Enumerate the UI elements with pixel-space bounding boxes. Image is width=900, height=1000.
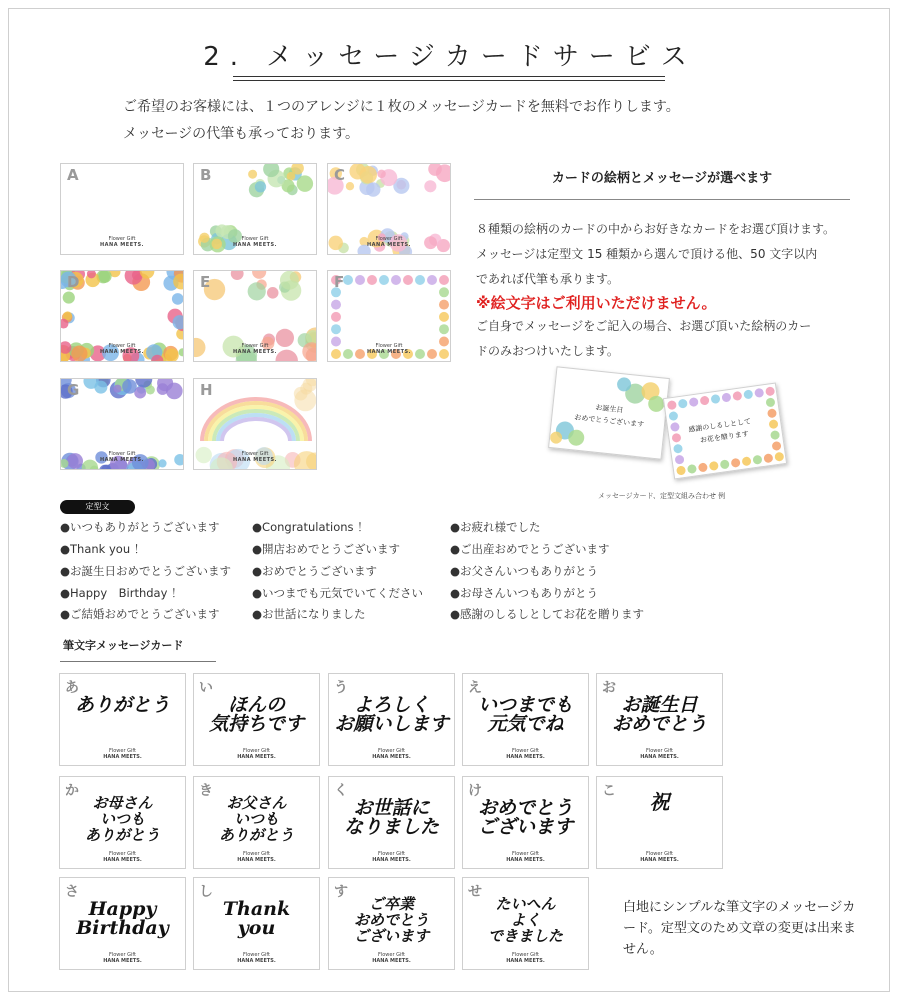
design-card-a[interactable] [60, 163, 184, 255]
brush-section-rule [60, 661, 216, 662]
brush-brand-name: HANA MEETS. [506, 958, 545, 964]
card-brand-small: Flower Gift [241, 343, 269, 349]
intro-line-1: ご希望のお客様には、１つのアレンジに１枚のメッセージカードを無料でお作りします。 [123, 99, 680, 115]
brush-card-kana: く [334, 783, 348, 799]
phrase-item: ●開店おめでとうございます [252, 542, 401, 556]
right-heading-rule [474, 199, 850, 200]
brush-card[interactable] [328, 877, 455, 970]
brush-section-title: 筆文字メッセージカード [63, 639, 184, 652]
brush-card-brand [329, 851, 454, 863]
card-letter: B [200, 166, 212, 184]
card-brand-name: HANA MEETS. [99, 457, 145, 463]
brush-brand-name: HANA MEETS. [372, 958, 411, 964]
brush-card-kana: か [65, 783, 79, 799]
card-letter: D [67, 273, 80, 291]
brush-card-brand [463, 952, 588, 964]
brush-brand-small: Flower Gift [377, 952, 406, 958]
phrase-item: ●お誕生日おめでとうございます [60, 564, 232, 578]
title-underline [233, 76, 665, 77]
brush-card-text: いつまでも 元気でね [477, 694, 573, 735]
card-letter: A [67, 166, 79, 184]
card-brand-name: HANA MEETS. [99, 349, 145, 355]
phrase-item: ●いつまでも元気でいてください [252, 586, 424, 600]
right-heading: カードの絵柄とメッセージが選べます [551, 171, 773, 186]
right-para-1-line: であれば代筆も承ります。 [476, 272, 620, 286]
brush-brand-name: HANA MEETS. [506, 754, 545, 760]
brush-card[interactable] [462, 877, 589, 970]
right-para-2 [476, 314, 811, 364]
card-brand [61, 236, 183, 248]
card-letter: F [334, 273, 345, 291]
brush-brand-name: HANA MEETS. [237, 857, 276, 863]
phrase-item: ●Thank you ！ [60, 542, 146, 556]
sample-thanks-line-2: お花を贈ります [699, 429, 750, 445]
brush-card-text: お父さん いつも ありがとう [218, 794, 294, 844]
brush-brand-small: Flower Gift [511, 952, 540, 958]
brush-card-kana: い [199, 680, 213, 696]
card-letter: G [67, 381, 80, 399]
brush-card-kana: き [199, 783, 213, 799]
design-card-b[interactable] [193, 163, 317, 255]
card-letter: C [334, 166, 346, 184]
brush-card[interactable] [59, 877, 186, 970]
brush-brand-small: Flower Gift [377, 851, 406, 857]
brush-card-kana: こ [602, 783, 616, 799]
card-brand-name: HANA MEETS. [232, 457, 278, 463]
card-brand [194, 343, 316, 355]
brush-brand-name: HANA MEETS. [640, 754, 679, 760]
right-para-1 [476, 217, 835, 292]
phrase-item: ●いつもありがとうございます [60, 520, 220, 534]
brush-card-kana: あ [65, 680, 79, 696]
brush-card[interactable] [462, 776, 589, 869]
brush-card-brand [194, 748, 319, 760]
phrase-item: ●感謝のしるしとしてお花を贈ります [450, 607, 645, 621]
brush-card[interactable] [596, 776, 723, 869]
design-card-d[interactable] [60, 270, 184, 362]
brush-brand-name: HANA MEETS. [103, 754, 142, 760]
brush-card-brand [194, 952, 319, 964]
brush-card-kana: せ [468, 884, 482, 900]
emoji-warning: ※絵文字はご利用いただけません。 [476, 294, 717, 312]
phrase-item: ●ご結婚おめでとうございます [60, 607, 220, 621]
brush-card-text: ほんの 気持ちです [209, 694, 304, 735]
right-para-1-line: メッセージは定型文 15 種類から選んで頂ける他、50 文字以内 [476, 247, 818, 261]
phrase-item: ●ご出産おめでとうございます [450, 542, 610, 556]
brush-card[interactable] [59, 673, 186, 766]
brush-brand-small: Flower Gift [511, 851, 540, 857]
brush-card[interactable] [193, 776, 320, 869]
card-brand-name: HANA MEETS. [366, 349, 412, 355]
brush-card-text: ご卒業 おめでとう ございます [353, 895, 429, 945]
brush-brand-small: Flower Gift [242, 952, 271, 958]
brush-card-brand [60, 851, 185, 863]
brush-card-kana: け [468, 783, 482, 799]
brush-card-text: お誕生日 おめでとう [611, 694, 707, 735]
brush-card-kana: す [334, 884, 348, 900]
brush-card-kana: さ [65, 884, 79, 900]
brush-card-text: 祝 [649, 790, 670, 814]
right-para-2-line: ドのみおつけいたします。 [476, 344, 619, 358]
brush-card-brand [60, 748, 185, 760]
brush-brand-small: Flower Gift [645, 851, 674, 857]
page-title: 2. メッセージカードサービス [203, 42, 697, 72]
brush-card-text: ありがとう [74, 694, 170, 716]
brush-card-brand [329, 952, 454, 964]
brush-card-brand [463, 851, 588, 863]
brush-brand-small: Flower Gift [108, 952, 137, 958]
brush-brand-name: HANA MEETS. [103, 857, 142, 863]
brush-brand-small: Flower Gift [242, 851, 271, 857]
brush-card[interactable] [59, 776, 186, 869]
brush-card-brand [463, 748, 588, 760]
card-brand-name: HANA MEETS. [232, 349, 278, 355]
card-brand-small: Flower Gift [375, 236, 403, 242]
card-letter: E [200, 273, 211, 291]
phrases-badge: 定型文 [60, 500, 135, 514]
card-brand-small: Flower Gift [241, 236, 269, 242]
phrase-item: ●おめでとうございます [252, 564, 378, 578]
card-letter: H [200, 381, 213, 399]
brush-card-kana: え [468, 680, 482, 696]
brush-brand-name: HANA MEETS. [372, 857, 411, 863]
brush-card-brand [329, 748, 454, 760]
brush-brand-name: HANA MEETS. [237, 958, 276, 964]
brush-card[interactable] [462, 673, 589, 766]
design-card-e[interactable] [193, 270, 317, 362]
brush-brand-small: Flower Gift [645, 748, 674, 754]
brush-card-text: Happy Birthday [76, 898, 169, 939]
phrase-item: ●Congratulations ！ [252, 520, 369, 534]
brush-card[interactable] [328, 673, 455, 766]
design-card-f[interactable] [327, 270, 451, 362]
design-card-h[interactable] [193, 378, 317, 470]
card-brand [328, 236, 450, 248]
brush-note: 白地にシンプルな筆文字のメッセージカード。定型文のため文章の変更は出来ません。 [623, 900, 856, 957]
brush-card-kana: う [334, 680, 348, 696]
intro-line-2: メッセージの代筆も承っております。 [123, 126, 360, 142]
brush-card-brand [194, 851, 319, 863]
brush-card-text: たいへん よく できました [487, 895, 563, 945]
phrase-item: ●Happy Birthday ！ [60, 586, 183, 600]
brush-card-brand [60, 952, 185, 964]
title-underline-2 [233, 80, 665, 81]
right-para-2-line: ご自身でメッセージをご記入の場合、お選び頂いた絵柄のカー [476, 319, 812, 333]
brush-card-text: おめでとう ございます [477, 797, 573, 838]
sample-birthday-line-1: お誕生日 [595, 403, 624, 415]
phrase-item: ●お父さんいつもありがとう [450, 564, 599, 578]
phrase-item: ●お母さんいつもありがとう [450, 586, 599, 600]
brush-brand-small: Flower Gift [377, 748, 406, 754]
card-brand-small: Flower Gift [241, 451, 269, 457]
brush-brand-name: HANA MEETS. [103, 958, 142, 964]
brush-card-text: お母さん いつも ありがとう [84, 794, 160, 844]
brush-brand-small: Flower Gift [511, 748, 540, 754]
card-brand-small: Flower Gift [108, 451, 136, 457]
card-brand-name: HANA MEETS. [99, 242, 145, 248]
sample-caption: メッセージカード、定型文組み合わせ 例 [598, 492, 726, 500]
brush-brand-small: Flower Gift [108, 748, 137, 754]
card-brand [194, 451, 316, 463]
card-brand [61, 343, 183, 355]
brush-card[interactable] [596, 673, 723, 766]
design-card-c[interactable] [327, 163, 451, 255]
card-brand-small: Flower Gift [108, 236, 136, 242]
design-card-g[interactable] [60, 378, 184, 470]
card-brand [194, 236, 316, 248]
brush-card[interactable] [193, 877, 320, 970]
card-brand-name: HANA MEETS. [232, 242, 278, 248]
sample-card-birthday [548, 366, 670, 459]
brush-card[interactable] [193, 673, 320, 766]
brush-brand-name: HANA MEETS. [506, 857, 545, 863]
sample-thanks-line-1: 感謝のしるしとして [687, 417, 752, 435]
brush-card-kana: し [199, 884, 213, 900]
brush-card-kana: お [602, 680, 616, 696]
brush-card-brand [597, 748, 722, 760]
brush-brand-small: Flower Gift [242, 748, 271, 754]
brush-brand-name: HANA MEETS. [640, 857, 679, 863]
phrase-item: ●お疲れ様でした [450, 520, 541, 534]
brush-brand-name: HANA MEETS. [372, 754, 411, 760]
sample-birthday-line-2: おめでとうございます [573, 413, 645, 429]
phrase-item: ●お世話になりました [252, 607, 366, 621]
sample-card-thanks [663, 382, 787, 479]
brush-brand-small: Flower Gift [108, 851, 137, 857]
card-brand [61, 451, 183, 463]
brush-card[interactable] [328, 776, 455, 869]
card-brand-small: Flower Gift [375, 343, 403, 349]
card-brand-small: Flower Gift [108, 343, 136, 349]
brush-card-brand [597, 851, 722, 863]
brush-card-text: よろしく お願いします [334, 694, 449, 735]
brush-brand-name: HANA MEETS. [237, 754, 276, 760]
brush-card-text: Thank you [222, 898, 291, 939]
card-brand-name: HANA MEETS. [366, 242, 412, 248]
card-brand [328, 343, 450, 355]
right-para-1-line: ８種類の絵柄のカードの中からお好きなカードをお選び頂けます。 [476, 222, 836, 236]
brush-card-text: お世話に なりました [343, 797, 439, 838]
